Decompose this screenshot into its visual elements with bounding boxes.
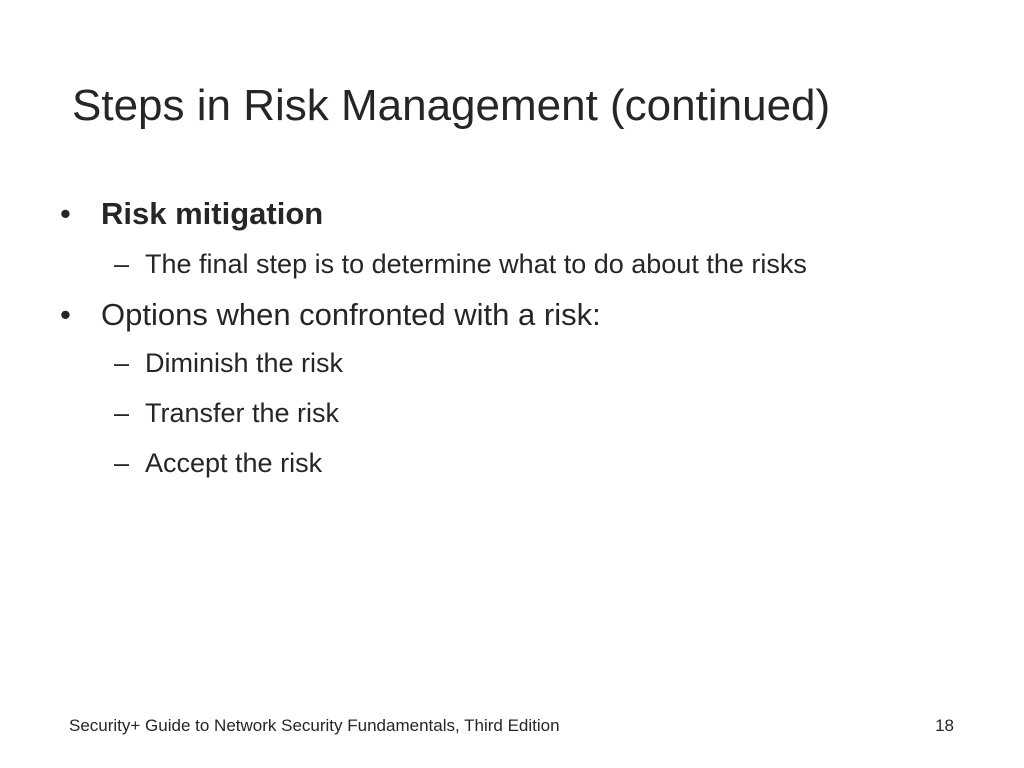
sub-bullet-item	[60, 343, 885, 383]
sub-bullet-text: Accept the risk	[145, 448, 323, 478]
sub-bullet-text: Diminish the risk	[145, 348, 344, 378]
sub-bullet-marker: –	[114, 348, 130, 378]
sub-bullet-text: The final step is to determine what to do about the risks	[145, 249, 807, 279]
sub-bullet-text: Transfer the risk	[145, 398, 340, 428]
sub-bullet-item	[60, 393, 885, 433]
sub-bullet-marker: –	[114, 249, 130, 279]
sub-bullet-item	[60, 244, 885, 285]
bullet-text: Risk mitigation	[101, 196, 324, 231]
bullet-marker: •	[60, 196, 71, 231]
page-number: 18	[935, 716, 954, 735]
sub-bullet-item	[60, 443, 885, 483]
slide-footer: Security+ Guide to Network Security Fundamentals, Third Edition	[69, 716, 560, 735]
bullet-marker: •	[60, 297, 71, 332]
bullet-item	[60, 192, 940, 236]
sub-bullet-marker: –	[114, 448, 130, 478]
bullet-item	[60, 293, 940, 337]
slide-content	[60, 192, 940, 483]
sub-bullet-marker: –	[114, 398, 130, 428]
bullet-text: Options when confronted with a risk:	[101, 297, 601, 332]
sub-bullet-list	[60, 343, 940, 483]
slide-title: Steps in Risk Management (continued)	[72, 81, 831, 130]
